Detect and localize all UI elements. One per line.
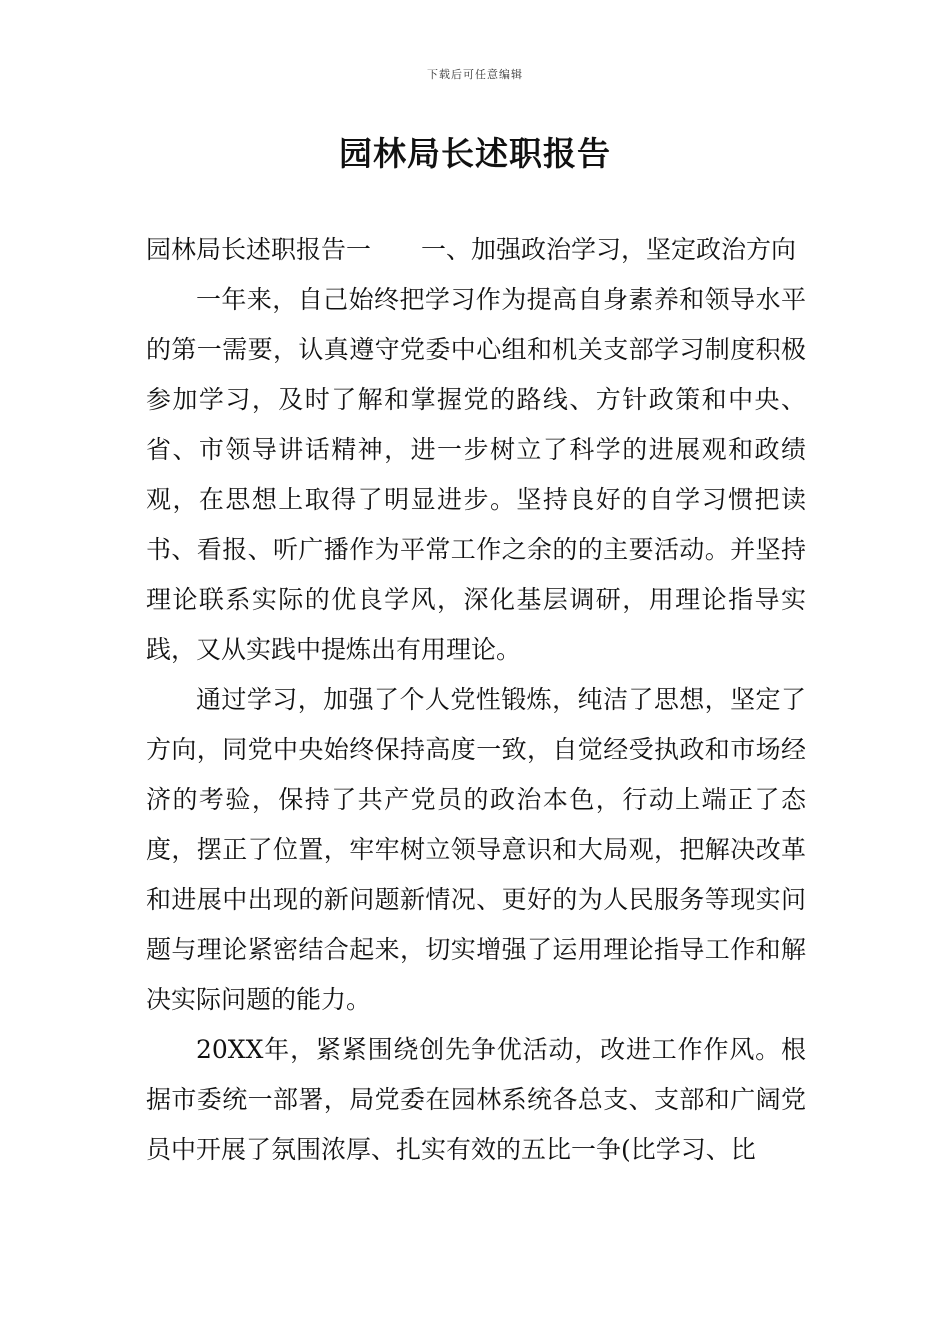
document-body xyxy=(146,225,806,1175)
body-paragraph-2: 通过学习，加强了个人党性锻炼，纯洁了思想，坚定了方向，同党中央始终保持高度一致，自觉经受执政和市场经济的考验，保持了共产党员的政治本色，行动上端正了态度，摆正了位置，牢牢树立领导意识和大局观，把解决改革和进展中出现的新问题新情况、更好的为人民服务等现实问题与理论紧密结合起来，切实增强了运用理论指导工作和解决实际问题的能力。 xyxy=(146,685,806,1014)
intro-paragraph xyxy=(146,225,806,275)
report-subtitle: 园林局长述职报告一 xyxy=(146,235,372,264)
section-heading: 一、加强政治学习，坚定政治方向 xyxy=(421,235,797,264)
header-note: 下载后可任意编辑 xyxy=(427,68,523,81)
document-title: 园林局长述职报告 xyxy=(339,134,611,173)
body-paragraph-3: 20XX年，紧紧围绕创先争优活动，改进工作作风。根据市委统一部署，局党委在园林系统各总支、支部和广阔党员中开展了氛围浓厚、扎实有效的五比一争(比学习、比 xyxy=(146,1035,806,1164)
body-paragraph-1: 一年来，自己始终把学习作为提高自身素养和领导水平的第一需要，认真遵守党委中心组和机关支部学习制度积极参加学习，及时了解和掌握党的路线、方针政策和中央、省、市领导讲话精神，进一步树立了科学的进展观和政绩观，在思想上取得了明显进步。坚持良好的自学习惯把读书、看报、听广播作为平常工作之余的的主要活动。并坚持理论联系实际的优良学风，深化基层调研，用理论指导实践，又从实践中提炼出有用理论。 xyxy=(146,285,806,664)
